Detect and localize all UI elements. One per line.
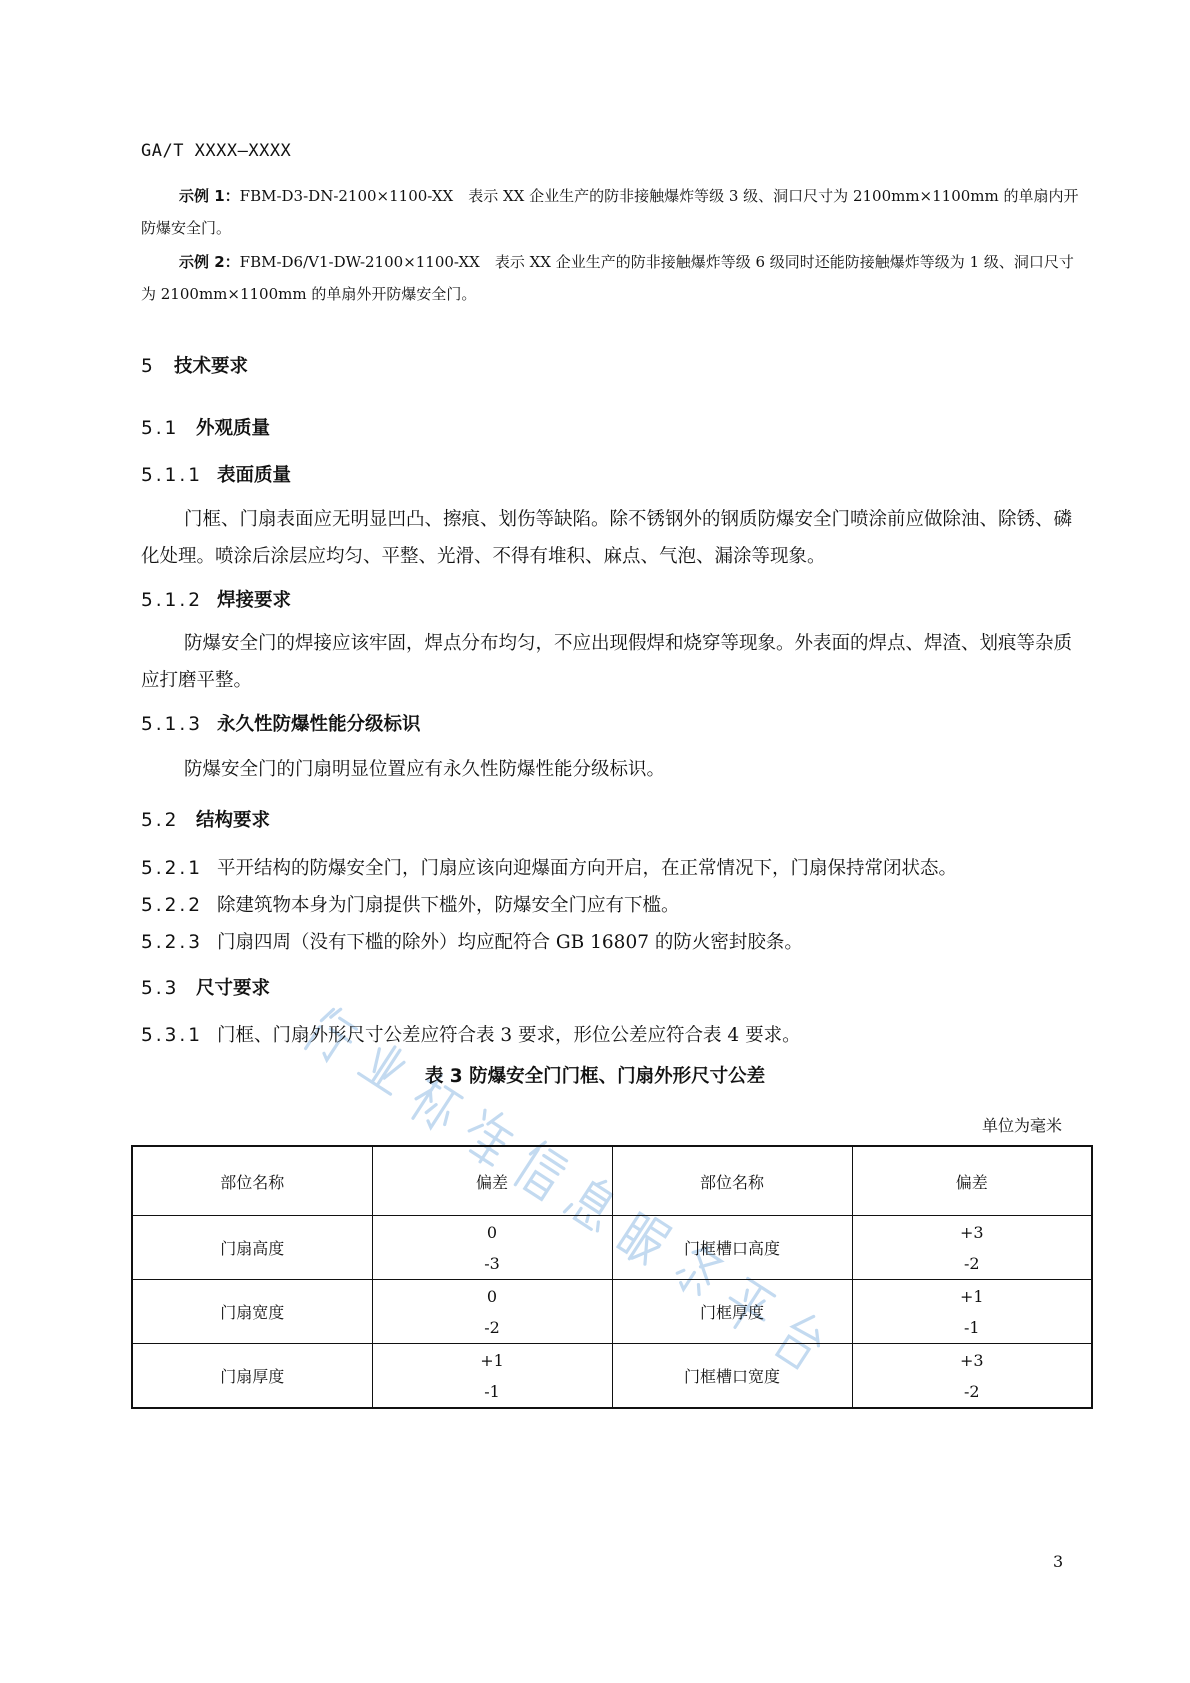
lower-deviation: -1 bbox=[963, 1317, 980, 1337]
example-1 bbox=[141, 180, 1081, 244]
deviation-cell bbox=[372, 1280, 612, 1344]
table-row bbox=[132, 1216, 1092, 1280]
deviation-cell bbox=[372, 1216, 612, 1280]
header-part-name: 部位名称 bbox=[132, 1146, 372, 1216]
header-deviation: 偏差 bbox=[852, 1146, 1092, 1216]
deviation-cell bbox=[852, 1344, 1092, 1409]
page-number: 3 bbox=[1053, 1552, 1064, 1571]
section-5-2-heading bbox=[141, 806, 270, 832]
part-name-cell: 门框槽口高度 bbox=[612, 1216, 852, 1280]
section-number: 5.1.1 bbox=[141, 465, 204, 486]
clause-text: 门框、门扇外形尺寸公差应符合表 3 要求，形位公差应符合表 4 要求。 bbox=[217, 1025, 801, 1046]
clause-5-2-1 bbox=[141, 854, 957, 880]
section-title: 焊接要求 bbox=[217, 590, 292, 611]
section-title: 尺寸要求 bbox=[196, 978, 271, 999]
section-number: 5.1.3 bbox=[141, 714, 204, 735]
clause-number: 5.3.1 bbox=[141, 1025, 204, 1046]
example-text: FBM-D3-DN-2100×1100-XX 表示 XX 企业生产的防非接触爆炸等级 3 级、洞口尺寸为 2100mm×1100mm 的单扇内开防爆安全门。 bbox=[141, 187, 1079, 237]
example-label: 示例 1： bbox=[179, 187, 240, 205]
lower-deviation: -3 bbox=[484, 1253, 500, 1273]
upper-deviation: +1 bbox=[959, 1286, 984, 1306]
part-name-cell: 门扇宽度 bbox=[132, 1280, 372, 1344]
clause-number: 5.2.3 bbox=[141, 932, 204, 953]
section-number: 5.2 bbox=[141, 810, 180, 831]
deviation-cell bbox=[852, 1216, 1092, 1280]
table-title: 表 3 防爆安全门门框、门扇外形尺寸公差 bbox=[424, 1066, 766, 1087]
upper-deviation: +3 bbox=[959, 1222, 984, 1242]
clause-number: 5.2.2 bbox=[141, 895, 204, 916]
section-5-1-1-text: 门框、门扇表面应无明显凹凸、擦痕、划伤等缺陷。除不锈钢外的钢质防爆安全门喷涂前应做除油、除锈、磷化处理。喷涂后涂层应均匀、平整、光滑、不得有堆积、麻点、气泡、漏涂等现象。 bbox=[141, 509, 1073, 567]
table-unit-note: 单位为毫米 bbox=[981, 1116, 1062, 1135]
section-5-1-2-text: 防爆安全门的焊接应该牢固，焊点分布均匀，不应出现假焊和烧穿等现象。外表面的焊点、焊渣、划痕等杂质应打磨平整。 bbox=[141, 633, 1073, 691]
tolerance-table bbox=[131, 1145, 1093, 1409]
section-number: 5 bbox=[141, 356, 156, 377]
deviation-cell bbox=[852, 1280, 1092, 1344]
table-row bbox=[132, 1344, 1092, 1409]
section-number: 5.3 bbox=[141, 978, 180, 999]
part-name-cell: 门扇高度 bbox=[132, 1216, 372, 1280]
clause-5-2-2 bbox=[141, 891, 680, 917]
clause-text: 除建筑物本身为门扇提供下槛外，防爆安全门应有下槛。 bbox=[217, 895, 680, 916]
section-title: 技术要求 bbox=[174, 356, 249, 377]
example-label: 示例 2： bbox=[179, 253, 240, 271]
document-code: GA/T XXXX—XXXX bbox=[141, 141, 292, 161]
clause-text: 门扇四周（没有下槛的除外）均应配符合 GB 16807 的防火密封胶条。 bbox=[217, 932, 803, 953]
lower-deviation: -1 bbox=[484, 1381, 500, 1401]
section-5-1-1-heading bbox=[141, 461, 291, 487]
part-name-cell: 门框槽口宽度 bbox=[612, 1344, 852, 1409]
lower-deviation: -2 bbox=[484, 1317, 500, 1337]
section-title: 外观质量 bbox=[196, 418, 271, 439]
upper-deviation: 0 bbox=[486, 1286, 498, 1306]
example-text: FBM-D6/V1-DW-2100×1100-XX 表示 XX 企业生产的防非接触爆炸等级 6 级同时还能防接触爆炸等级为 1 级、洞口尺寸为 2100mm×1100mm 的单扇外开防爆安全门。 bbox=[141, 253, 1074, 303]
section-5-1-heading bbox=[141, 414, 270, 440]
lower-deviation: -2 bbox=[963, 1381, 980, 1401]
header-part-name: 部位名称 bbox=[612, 1146, 852, 1216]
table-header-row bbox=[132, 1146, 1092, 1216]
upper-deviation: +3 bbox=[959, 1350, 984, 1370]
deviation-cell bbox=[372, 1344, 612, 1409]
part-name-cell: 门扇厚度 bbox=[132, 1344, 372, 1409]
upper-deviation: +1 bbox=[480, 1350, 504, 1370]
section-5-1-3-text: 防爆安全门的门扇明显位置应有永久性防爆性能分级标识。 bbox=[184, 759, 666, 780]
header-deviation: 偏差 bbox=[372, 1146, 612, 1216]
section-number: 5.1 bbox=[141, 418, 180, 439]
section-5-1-2-heading bbox=[141, 586, 291, 612]
part-name-cell: 门框厚度 bbox=[612, 1280, 852, 1344]
clause-5-2-3 bbox=[141, 928, 803, 954]
section-number: 5.1.2 bbox=[141, 590, 204, 611]
lower-deviation: -2 bbox=[963, 1253, 980, 1273]
clause-number: 5.2.1 bbox=[141, 858, 204, 879]
section-title: 表面质量 bbox=[217, 465, 292, 486]
example-2 bbox=[141, 246, 1081, 310]
clause-5-3-1 bbox=[141, 1021, 801, 1047]
section-5-1-3-heading bbox=[141, 710, 421, 736]
upper-deviation: 0 bbox=[486, 1222, 498, 1242]
section-5-heading bbox=[141, 352, 248, 378]
section-title: 永久性防爆性能分级标识 bbox=[217, 714, 421, 735]
section-title: 结构要求 bbox=[196, 810, 271, 831]
table-row bbox=[132, 1280, 1092, 1344]
clause-text: 平开结构的防爆安全门，门扇应该向迎爆面方向开启，在正常情况下，门扇保持常闭状态。 bbox=[217, 858, 958, 879]
section-5-3-heading bbox=[141, 974, 270, 1000]
